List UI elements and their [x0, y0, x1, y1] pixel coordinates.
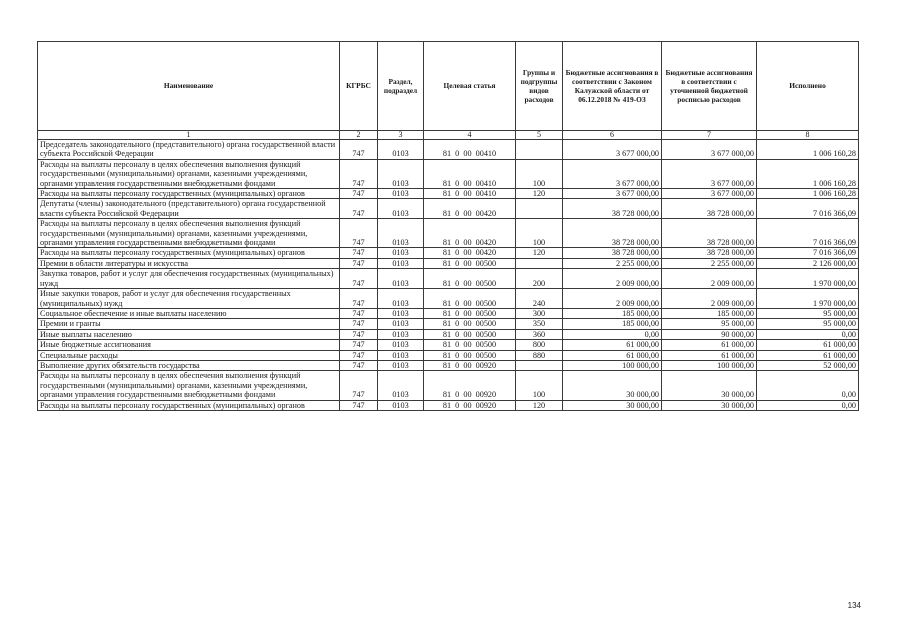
cell-kgrbs: 747 — [340, 289, 378, 309]
cell-group: 240 — [516, 289, 563, 309]
cell-section: 0103 — [378, 248, 424, 258]
cell-law-amount: 185 000,00 — [563, 319, 662, 329]
cell-law-amount: 2 255 000,00 — [563, 258, 662, 268]
cell-group: 120 — [516, 248, 563, 258]
table-row — [38, 159, 859, 188]
cell-section: 0103 — [378, 371, 424, 400]
cell-refined-amount: 100 000,00 — [662, 360, 757, 370]
cell-target: 81 0 00 00420 — [424, 219, 516, 248]
cell-name: Расходы на выплаты персоналу в целях обеспечения выполнения функций государственными (муниципальными) органами, казенными учреждениями, органами управления государственными внебюджетными фондами — [38, 159, 340, 188]
cell-law-amount: 61 000,00 — [563, 350, 662, 360]
cell-refined-amount: 185 000,00 — [662, 308, 757, 318]
header-row — [38, 42, 859, 131]
cell-law-amount: 100 000,00 — [563, 360, 662, 370]
cell-kgrbs: 747 — [340, 400, 378, 410]
cell-name: Социальное обеспечение и иные выплаты населению — [38, 308, 340, 318]
cell-kgrbs: 747 — [340, 360, 378, 370]
cell-group — [516, 199, 563, 219]
column-number: 8 — [757, 131, 859, 140]
header-section: Раздел, подраздел — [378, 42, 424, 131]
cell-executed-amount: 95 000,00 — [757, 319, 859, 329]
cell-law-amount: 0,00 — [563, 329, 662, 339]
cell-law-amount: 61 000,00 — [563, 340, 662, 350]
cell-target: 81 0 00 00500 — [424, 350, 516, 360]
header-executed: Исполнено — [757, 42, 859, 131]
cell-executed-amount: 0,00 — [757, 329, 859, 339]
table-row — [38, 350, 859, 360]
cell-target: 81 0 00 00500 — [424, 329, 516, 339]
cell-group: 100 — [516, 371, 563, 400]
cell-executed-amount: 0,00 — [757, 371, 859, 400]
cell-refined-amount: 61 000,00 — [662, 350, 757, 360]
cell-group: 800 — [516, 340, 563, 350]
cell-law-amount: 30 000,00 — [563, 371, 662, 400]
column-number-row — [38, 131, 859, 140]
header-refined: Бюджетные ассигнования в соответствии с уточненной бюджетной росписью расходов — [662, 42, 757, 131]
cell-executed-amount: 7 016 366,09 — [757, 199, 859, 219]
cell-kgrbs: 747 — [340, 140, 378, 160]
table-row — [38, 219, 859, 248]
cell-refined-amount: 30 000,00 — [662, 371, 757, 400]
cell-group — [516, 258, 563, 268]
cell-section: 0103 — [378, 159, 424, 188]
cell-executed-amount: 7 016 366,09 — [757, 248, 859, 258]
cell-group: 300 — [516, 308, 563, 318]
cell-name: Председатель законодательного (представительного) органа государственной власти субъекта Российской Федерации — [38, 140, 340, 160]
cell-name: Расходы на выплаты персоналу государственных (муниципальных) органов — [38, 248, 340, 258]
cell-target: 81 0 00 00410 — [424, 189, 516, 199]
cell-target: 81 0 00 00420 — [424, 248, 516, 258]
cell-refined-amount: 3 677 000,00 — [662, 189, 757, 199]
cell-executed-amount: 61 000,00 — [757, 340, 859, 350]
cell-target: 81 0 00 00420 — [424, 199, 516, 219]
cell-refined-amount: 90 000,00 — [662, 329, 757, 339]
cell-refined-amount: 38 728 000,00 — [662, 199, 757, 219]
cell-refined-amount: 2 009 000,00 — [662, 269, 757, 289]
cell-section: 0103 — [378, 350, 424, 360]
cell-law-amount: 2 009 000,00 — [563, 269, 662, 289]
header-target: Целевая статья — [424, 42, 516, 131]
table-row — [38, 140, 859, 160]
column-number: 7 — [662, 131, 757, 140]
cell-executed-amount: 1 970 000,00 — [757, 289, 859, 309]
column-number: 3 — [378, 131, 424, 140]
cell-section: 0103 — [378, 140, 424, 160]
cell-law-amount: 38 728 000,00 — [563, 219, 662, 248]
cell-name: Расходы на выплаты персоналу государственных (муниципальных) органов — [38, 400, 340, 410]
header-groups: Группы и подгруппы видов расходов — [516, 42, 563, 131]
cell-group: 360 — [516, 329, 563, 339]
cell-group: 200 — [516, 269, 563, 289]
cell-target: 81 0 00 00410 — [424, 159, 516, 188]
cell-refined-amount: 95 000,00 — [662, 319, 757, 329]
cell-group: 120 — [516, 400, 563, 410]
cell-refined-amount: 2 009 000,00 — [662, 289, 757, 309]
table-row — [38, 340, 859, 350]
cell-name: Депутаты (члены) законодательного (представительного) органа государственной власти субъекта Российской Федерации — [38, 199, 340, 219]
cell-kgrbs: 747 — [340, 199, 378, 219]
header-name: Наименование — [38, 42, 340, 131]
column-number: 2 — [340, 131, 378, 140]
table-row — [38, 329, 859, 339]
table-row — [38, 248, 859, 258]
cell-kgrbs: 747 — [340, 159, 378, 188]
cell-kgrbs: 747 — [340, 329, 378, 339]
cell-target: 81 0 00 00920 — [424, 371, 516, 400]
table-body — [38, 140, 859, 411]
cell-executed-amount: 2 126 000,00 — [757, 258, 859, 268]
header-kgrbs: КГРБС — [340, 42, 378, 131]
cell-kgrbs: 747 — [340, 308, 378, 318]
cell-law-amount: 2 009 000,00 — [563, 289, 662, 309]
cell-refined-amount: 38 728 000,00 — [662, 219, 757, 248]
cell-executed-amount: 61 000,00 — [757, 350, 859, 360]
cell-kgrbs: 747 — [340, 189, 378, 199]
cell-name: Премии в области литературы и искусства — [38, 258, 340, 268]
header-law: Бюджетные ассигнования в соответствии с Законом Калужской области от 06.12.2018 № 419-ОЗ — [563, 42, 662, 131]
cell-target: 81 0 00 00500 — [424, 258, 516, 268]
cell-section: 0103 — [378, 308, 424, 318]
cell-kgrbs: 747 — [340, 319, 378, 329]
cell-law-amount: 3 677 000,00 — [563, 159, 662, 188]
cell-executed-amount: 1 006 160,28 — [757, 189, 859, 199]
cell-refined-amount: 3 677 000,00 — [662, 159, 757, 188]
cell-kgrbs: 747 — [340, 269, 378, 289]
cell-executed-amount: 1 970 000,00 — [757, 269, 859, 289]
cell-name: Закупка товаров, работ и услуг для обеспечения государственных (муниципальных) нужд — [38, 269, 340, 289]
budget-table — [37, 41, 859, 411]
column-number: 6 — [563, 131, 662, 140]
cell-name: Премии и гранты — [38, 319, 340, 329]
cell-executed-amount: 0,00 — [757, 400, 859, 410]
cell-section: 0103 — [378, 189, 424, 199]
cell-name: Иные закупки товаров, работ и услуг для обеспечения государственных (муниципальных) нужд — [38, 289, 340, 309]
cell-section: 0103 — [378, 199, 424, 219]
cell-section: 0103 — [378, 400, 424, 410]
cell-kgrbs: 747 — [340, 258, 378, 268]
cell-executed-amount: 7 016 366,09 — [757, 219, 859, 248]
cell-refined-amount: 2 255 000,00 — [662, 258, 757, 268]
cell-group: 120 — [516, 189, 563, 199]
cell-refined-amount: 30 000,00 — [662, 400, 757, 410]
cell-name: Иные бюджетные ассигнования — [38, 340, 340, 350]
cell-section: 0103 — [378, 289, 424, 309]
cell-target: 81 0 00 00920 — [424, 400, 516, 410]
cell-kgrbs: 747 — [340, 350, 378, 360]
table-row — [38, 400, 859, 410]
cell-target: 81 0 00 00410 — [424, 140, 516, 160]
table-row — [38, 319, 859, 329]
cell-law-amount: 185 000,00 — [563, 308, 662, 318]
cell-law-amount: 3 677 000,00 — [563, 140, 662, 160]
cell-group — [516, 140, 563, 160]
table-row — [38, 269, 859, 289]
cell-name: Специальные расходы — [38, 350, 340, 360]
cell-section: 0103 — [378, 340, 424, 350]
column-number: 5 — [516, 131, 563, 140]
cell-refined-amount: 61 000,00 — [662, 340, 757, 350]
cell-group: 100 — [516, 219, 563, 248]
table-row — [38, 258, 859, 268]
cell-name: Иные выплаты населению — [38, 329, 340, 339]
cell-refined-amount: 38 728 000,00 — [662, 248, 757, 258]
cell-target: 81 0 00 00500 — [424, 340, 516, 350]
cell-name: Выполнение других обязательств государства — [38, 360, 340, 370]
table-row — [38, 189, 859, 199]
column-number: 1 — [38, 131, 340, 140]
cell-law-amount: 38 728 000,00 — [563, 248, 662, 258]
cell-law-amount: 38 728 000,00 — [563, 199, 662, 219]
cell-kgrbs: 747 — [340, 340, 378, 350]
cell-executed-amount: 52 000,00 — [757, 360, 859, 370]
cell-group: 100 — [516, 159, 563, 188]
cell-law-amount: 30 000,00 — [563, 400, 662, 410]
cell-target: 81 0 00 00500 — [424, 289, 516, 309]
cell-name: Расходы на выплаты персоналу в целях обеспечения выполнения функций государственными (муниципальными) органами, казенными учреждениями, органами управления государственными внебюджетными фондами — [38, 219, 340, 248]
table-row — [38, 371, 859, 400]
cell-section: 0103 — [378, 219, 424, 248]
cell-law-amount: 3 677 000,00 — [563, 189, 662, 199]
cell-target: 81 0 00 00920 — [424, 360, 516, 370]
cell-section: 0103 — [378, 329, 424, 339]
cell-name: Расходы на выплаты персоналу государственных (муниципальных) органов — [38, 189, 340, 199]
cell-target: 81 0 00 00500 — [424, 319, 516, 329]
cell-target: 81 0 00 00500 — [424, 308, 516, 318]
cell-section: 0103 — [378, 258, 424, 268]
cell-target: 81 0 00 00500 — [424, 269, 516, 289]
cell-executed-amount: 95 000,00 — [757, 308, 859, 318]
cell-name: Расходы на выплаты персоналу в целях обеспечения выполнения функций государственными (муниципальными) органами, казенными учреждениями, органами управления государственными внебюджетными фондами — [38, 371, 340, 400]
page-number: 134 — [847, 601, 861, 610]
cell-group: 350 — [516, 319, 563, 329]
cell-kgrbs: 747 — [340, 219, 378, 248]
cell-group: 880 — [516, 350, 563, 360]
cell-group — [516, 360, 563, 370]
cell-section: 0103 — [378, 319, 424, 329]
table-row — [38, 199, 859, 219]
cell-kgrbs: 747 — [340, 248, 378, 258]
cell-kgrbs: 747 — [340, 371, 378, 400]
table-row — [38, 289, 859, 309]
cell-executed-amount: 1 006 160,28 — [757, 140, 859, 160]
column-number: 4 — [424, 131, 516, 140]
cell-section: 0103 — [378, 269, 424, 289]
cell-refined-amount: 3 677 000,00 — [662, 140, 757, 160]
table-row — [38, 308, 859, 318]
cell-section: 0103 — [378, 360, 424, 370]
table-row — [38, 360, 859, 370]
cell-executed-amount: 1 006 160,28 — [757, 159, 859, 188]
